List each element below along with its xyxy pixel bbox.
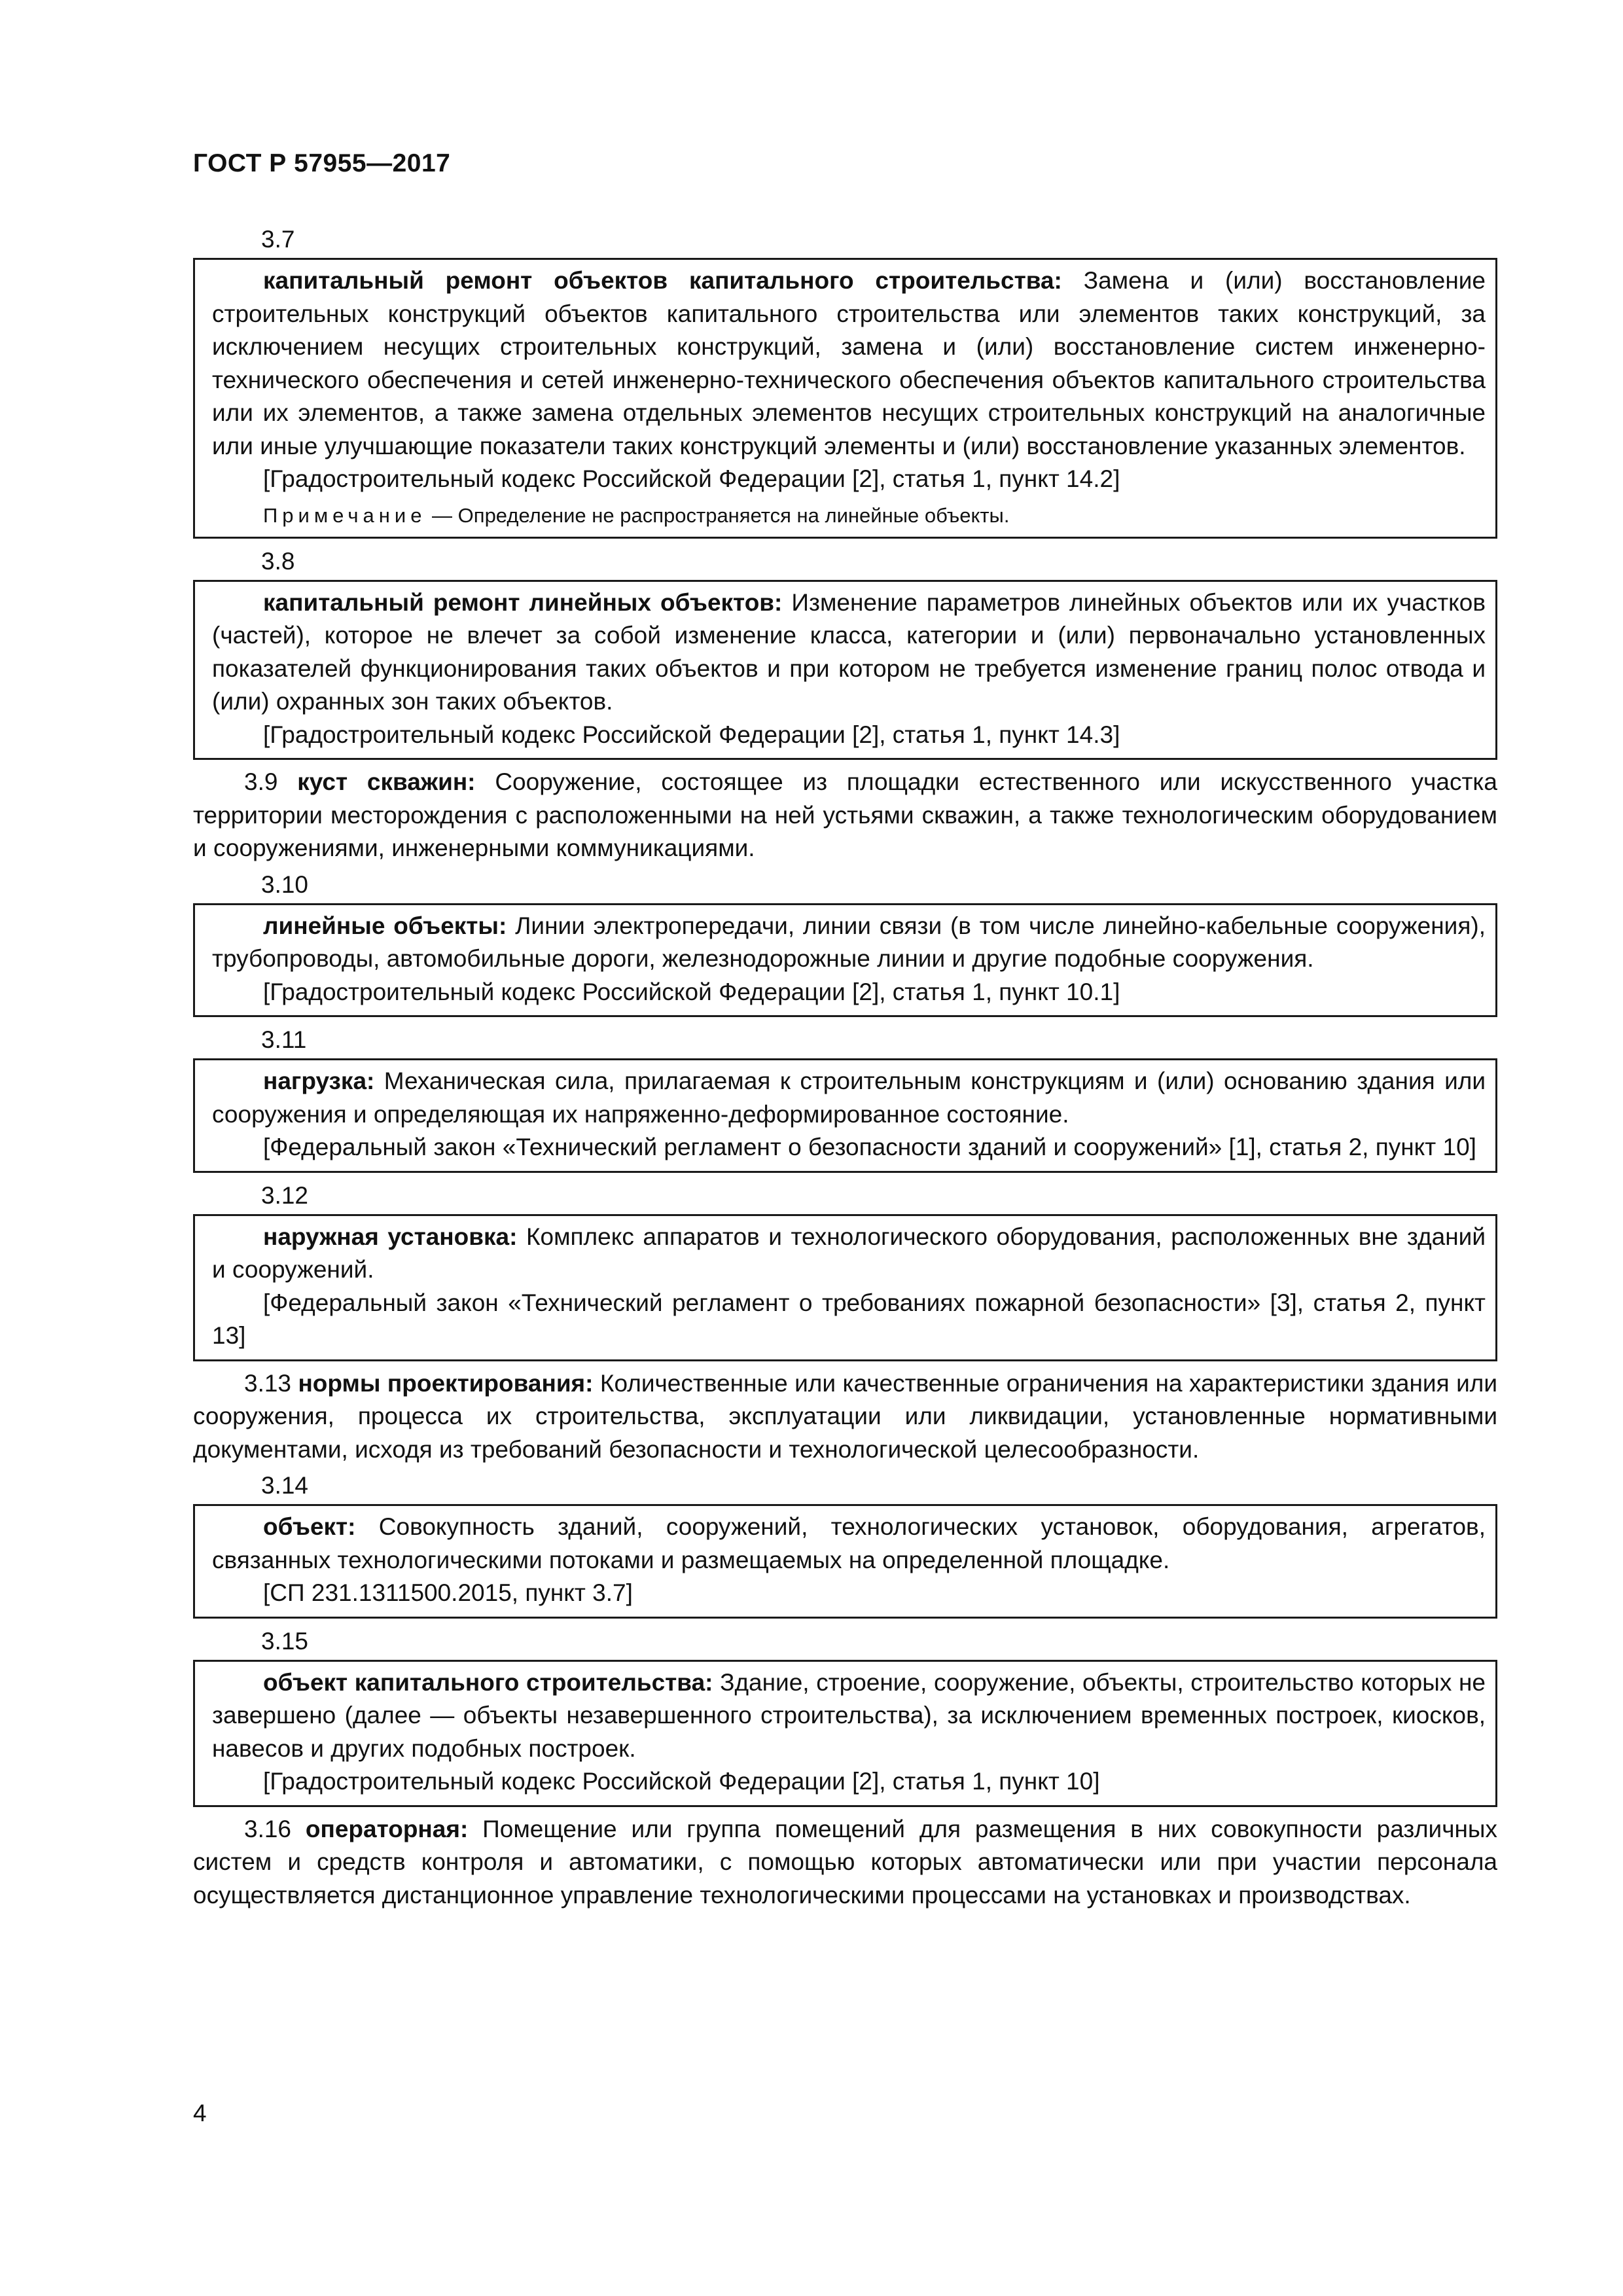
entry-number: 3.13 bbox=[244, 1369, 292, 1397]
term-name: нагрузка: bbox=[263, 1067, 375, 1094]
definition-text: Изменение параметров линейных объектов или их участков (частей), которое не влечет за собой изменение класса, категории и (или) первоначально установленных показателей функционирования таких объектов и при котором не требуется изменение границ полос отвода и (или) охранных зон таких объектов. bbox=[212, 588, 1486, 715]
term-box bbox=[193, 1660, 1497, 1807]
term-name: наружная установка: bbox=[263, 1223, 518, 1250]
definition-text: Совокупность зданий, сооружений, технологических установок, оборудования, агрегатов, связанных технологическими потоками и размещаемых на определенной площадке. bbox=[212, 1513, 1486, 1573]
term-definition bbox=[193, 766, 1497, 865]
term-source: [Градостроительный кодекс Российской Федерации [2], статья 1, пункт 10] bbox=[263, 1768, 1100, 1795]
term-name: нормы проектирования: bbox=[298, 1369, 594, 1397]
definition-text: Замена и (или) восстановление строительных конструкций объектов капитального строительства или элементов таких конструкций, за исключением несущих строительных конструкций, замена и (или) восстановление систем инженерно-технического обеспечения и сетей инженерно-технического обеспечения объектов капитального строительства или их элементов, а также замена отдельных элементов несущих строительных конструкций на аналогичные или иные улучшающие показатели таких конструкций элементы и (или) восстановление указанных элементов. bbox=[212, 267, 1486, 459]
term-box bbox=[193, 1058, 1497, 1173]
term-definition bbox=[212, 910, 1486, 976]
term-definition bbox=[212, 1065, 1486, 1131]
definition-text: Линии электропередачи, линии связи (в том числе линейно-кабельные сооружения), трубопроводы, автомобильные дороги, железнодорожные линии и другие подобные сооружения. bbox=[212, 912, 1486, 972]
term-note bbox=[212, 501, 1486, 530]
term-source: [СП 231.1311500.2015, пункт 3.7] bbox=[263, 1579, 633, 1606]
term-definition bbox=[212, 1511, 1486, 1577]
note-text: — Определение не распространяется на линейные объекты. bbox=[426, 503, 1010, 527]
term-definition bbox=[193, 1813, 1497, 1912]
term-name: объект: bbox=[263, 1513, 356, 1540]
entry-number: 3.12 bbox=[261, 1181, 309, 1209]
term-definition bbox=[212, 264, 1486, 463]
term-definition bbox=[212, 1666, 1486, 1766]
definition-text: Механическая сила, прилагаемая к строительным конструкциям и (или) основанию здания или сооружения и определяющая их напряженно-деформированное состояние. bbox=[212, 1067, 1486, 1128]
term-source: [Градостроительный кодекс Российской Федерации [2], статья 1, пункт 14.2] bbox=[263, 465, 1120, 492]
entry-number: 3.8 bbox=[261, 547, 295, 575]
term-source: [Градостроительный кодекс Российской Федерации [2], статья 1, пункт 14.3] bbox=[263, 721, 1120, 748]
term-box bbox=[193, 903, 1497, 1018]
page-number: 4 bbox=[193, 2100, 207, 2126]
entry-number: 3.7 bbox=[261, 226, 295, 253]
entry-number: 3.11 bbox=[261, 1026, 307, 1053]
term-source: [Федеральный закон «Технический регламент о безопасности зданий и сооружений» [1], статья 2, пункт 10] bbox=[263, 1134, 1476, 1160]
definition-text: Комплекс аппаратов и технологического оборудования, расположенных вне зданий и сооружений. bbox=[212, 1223, 1486, 1283]
term-definition bbox=[193, 1367, 1497, 1467]
note-label: Примечание bbox=[263, 503, 427, 527]
entry-number: 3.9 bbox=[244, 768, 278, 795]
term-definition bbox=[212, 586, 1486, 719]
term-box bbox=[193, 580, 1497, 761]
term-box bbox=[193, 1504, 1497, 1619]
definition-text: Помещение или группа помещений для размещения в них совокупности различных систем и средств контроля и автоматики, с помощью которых автоматически или при участии персонала осуществляется дистанционное управление технологическими процессами на установках и производствах. bbox=[193, 1815, 1498, 1909]
term-box bbox=[193, 258, 1497, 539]
terms-section bbox=[193, 223, 1497, 1914]
entry-number: 3.15 bbox=[261, 1627, 309, 1655]
term-name: операторная: bbox=[305, 1815, 469, 1842]
definition-text: Сооружение, состоящее из площадки естественного или искусственного участка территории месторождения с расположенными на ней устьями скважин, а также технологическим оборудованием и сооружениями, инженерными коммуникациями. bbox=[193, 768, 1498, 861]
definition-text: Здание, строение, сооружение, объекты, строительство которых не завершено (далее — объекты незавершенного строительства), за исключением временных построек, киосков, навесов и других подобных построек. bbox=[212, 1668, 1486, 1762]
term-name: куст скважин: bbox=[297, 768, 476, 795]
term-source: [Градостроительный кодекс Российской Федерации [2], статья 1, пункт 10.1] bbox=[263, 978, 1120, 1005]
definition-text: Количественные или качественные ограничения на характеристики здания или сооружения, процесса их строительства, эксплуатации или ликвидации, установленные нормативными документами, исходя из требований безопасности и технологической целесообразности. bbox=[193, 1369, 1497, 1463]
term-name: линейные объекты: bbox=[263, 912, 507, 939]
term-box bbox=[193, 1214, 1497, 1361]
term-paragraph bbox=[193, 1367, 1497, 1467]
document-designation: ГОСТ Р 57955—2017 bbox=[193, 149, 451, 177]
term-name: капитальный ремонт линейных объектов: bbox=[263, 588, 783, 616]
term-paragraph bbox=[193, 1813, 1497, 1912]
entry-number: 3.10 bbox=[261, 870, 309, 898]
entry-number: 3.14 bbox=[261, 1472, 309, 1499]
entry-number: 3.16 bbox=[244, 1815, 292, 1842]
term-name: капитальный ремонт объектов капитального строительства: bbox=[263, 267, 1062, 294]
term-source: [Федеральный закон «Технический регламент о требованиях пожарной безопасности» [3], статья 2, пункт 13] bbox=[212, 1289, 1486, 1349]
term-name: объект капитального строительства: bbox=[263, 1668, 713, 1696]
term-paragraph bbox=[193, 766, 1497, 865]
term-definition bbox=[212, 1221, 1486, 1287]
